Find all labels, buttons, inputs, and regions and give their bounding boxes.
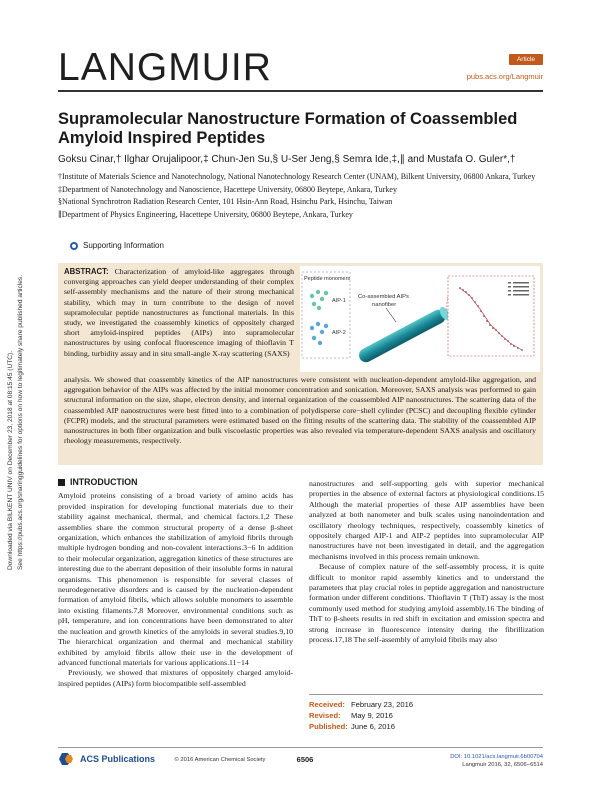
introduction-heading bbox=[58, 477, 293, 487]
doi-block bbox=[450, 753, 543, 769]
revised-label: Revised: bbox=[309, 711, 341, 720]
abstract-text-top bbox=[64, 267, 294, 359]
published-date: June 6, 2016 bbox=[351, 722, 395, 731]
abstract-text-bottom: analysis. We showed that coassembly kinetics of the AIP nanostructures were consistent with nucleation-dependent amyloid-like aggregation, and aggregation behavior of the AIPs was affected by the initial monomer concentration and sonication. Moreover, SAXS analysis was performed to gain structural information on the size, shape, electron density, and internal organization of the coassembled AIP nanostructures. The scattering data of the coassembled AIP nanostructures were best fitted into to a combination of polydisperse core−shell cylinder (PCSC) and decoupling flexible cylinder (FCPR) models, and the structural parameters were estimated based on the fitting results of the scattering data. The stability of the coassembled AIP nanostructures in both fiber organization and bulk viscoelastic properties was also revealed via temperature-dependent SAXS analysis and oscillatory rheology measurements, respectively. bbox=[64, 375, 536, 446]
abstract-label: ABSTRACT: bbox=[64, 267, 109, 276]
download-note: Downloaded via BILKENT UNIV on December 23, 2018 at 08:15:45 (UTC). bbox=[7, 350, 14, 570]
acs-publications-label: ACS Publications bbox=[80, 754, 156, 764]
publication-dates bbox=[309, 694, 543, 732]
received-label: Received: bbox=[309, 700, 345, 709]
intro-paragraph-4: Because of complex nature of the self-assembly process, it is quite difficult to monitor rapid assembly kinetics and to understand the parameters that play crucial roles in peptide aggregation and nanostructure formation under different conditions. Thioflavin T (ThT) assay is the most commonly used method for studying amyloid assembly.16 The binding of ThT to β-sheets results in red shift in excitation and emission spectra and strong increase in fluorescence intensity during the fibrillization process.17,18 The self-assembly of amyloid fibrils may also bbox=[309, 562, 544, 645]
affiliation-1: †Institute of Materials Science and Nanotechnology, National Nanotechnology Research Center (UNAM), Bilkent University, 06800 Ankara, Turkey bbox=[58, 172, 536, 181]
abstract-part-1: Characterization of amyloid-like aggregates through converging approaches can yield deeper understanding of their complex self-assembly mechanisms and the nature of their strong mechanical stability, which may in turn contribute to the design of novel supramolecular peptide nanostructures as functional materials. In this study, we investigated the coassembly kinetics of oppositely charged short amyloid-inspired peptides (AIPs) into supramolecular nanostructures by using confocal fluorescence imaging of thioflavin T binding, turbidity assay and in situ small-angle X-ray scattering (SAXS) bbox=[64, 267, 294, 358]
affiliation-3: §National Synchrotron Radiation Research Center, 101 Hsin-Ann Road, Hsinchu Park, Hsinchu, Taiwan bbox=[58, 197, 393, 206]
journal-logo: LANGMUIR bbox=[58, 46, 272, 89]
acs-publications-logo[interactable] bbox=[58, 752, 155, 766]
intro-paragraph-1: Amyloid proteins consisting of a broad variety of amino acids has provided inspiration for developing functional materials due to their stability against mechanical, thermal, and chemical factors.1,2 These assemblies share the common structural property of a dense β-sheet organization, which enhances the stabilization of amyloid fibrils through multiple hydrogen bonding and non-covalent interactions.3−6 In addition to their molecular organization, aggregation kinetics of these structures are interesting due to the aberrant deposition of their insoluble forms in natural organisms. This phenomenon is responsible for several classes of neurodegenerative disorders and is caused by the nucleation-dependent formation of amyloid fibrils, which allows soluble monomers to assemble into existing filaments.7,8 Moreover, environmental conditions such as pH, temperature, and ion concentrations have been demonstrated to alter the nucleation and growth kinetics of the amyloids in several studies.9,10 The hierarchical organization and thermal and mechanical stability exhibited by amyloid fibrils allow their use in the development of advanced functional materials for various applications.11−14 bbox=[58, 491, 293, 667]
received-row bbox=[309, 699, 543, 710]
column-right bbox=[309, 479, 544, 646]
journal-url-link[interactable]: pubs.acs.org/Langmuir bbox=[466, 72, 543, 81]
journal-header bbox=[58, 28, 543, 89]
received-date: February 23, 2016 bbox=[351, 700, 414, 709]
aip1-label: AIP-1 bbox=[332, 298, 346, 304]
aip1-cluster bbox=[310, 290, 328, 310]
nanofiber-label-2: nanofiber bbox=[372, 302, 397, 308]
column-left bbox=[58, 477, 293, 689]
aip2-label: AIP-2 bbox=[332, 330, 346, 336]
published-label: Published: bbox=[309, 722, 348, 731]
acs-hexagon-icon bbox=[58, 752, 76, 766]
revised-date: May 9, 2016 bbox=[351, 711, 393, 720]
monomer-box bbox=[302, 272, 350, 358]
nanofiber-cylinder bbox=[357, 305, 452, 364]
intro-paragraph-2: Previously, we showed that mixtures of oppositely charged amyloid-inspired peptides (AIPs) form biocompatible self-assembled bbox=[58, 668, 293, 688]
sharing-note: See https://pubs.acs.org/sharingguidelines for options on how to legitimately share published articles. bbox=[16, 274, 24, 570]
toc-figure bbox=[300, 266, 540, 372]
published-row bbox=[309, 721, 543, 732]
introduction-heading-text: INTRODUCTION bbox=[70, 477, 138, 487]
author-list: Goksu Cinar,† Ilghar Orujalipoor,‡ Chun-Jen Su,§ U-Ser Jeng,§ Semra Ide,‡,∥ and Mustafa O. Guler*,† bbox=[58, 154, 516, 165]
supporting-info-label: Supporting Information bbox=[83, 241, 164, 250]
aip2-cluster bbox=[310, 322, 328, 345]
citation-line: Langmuir 2016, 32, 6506−6514 bbox=[462, 762, 543, 768]
article-title: Supramolecular Nanostructure Formation of Coassembled Amyloid Inspired Peptides bbox=[58, 110, 518, 147]
supporting-info-icon bbox=[70, 242, 78, 250]
intro-paragraph-3: nanostructures and self-supporting gels with superior mechanical properties in the absence of external factors at physiological conditions.15 Although the material properties of these AIP assemblies have been analyzed at both nanometer and bulk scales using nanoindentation and oscillatory rheology techniques, respectively, coassembly kinetics of oppositely charged AIP-1 and AIP-2 peptides into supramolecular AIP nanostructures have not been investigated in detail, and the aggregation mechanisms involved in this process remain unknown. bbox=[309, 479, 544, 561]
affiliations bbox=[58, 172, 543, 222]
affiliation-4: ∥Department of Physics Engineering, Hacettepe University, 06800 Beytepe, Ankara, Turkey bbox=[58, 209, 353, 219]
abstract-panel bbox=[58, 263, 543, 465]
nanofiber-pointer bbox=[386, 308, 396, 322]
article-type-badge: Article bbox=[509, 54, 543, 65]
saxs-plot-frame bbox=[448, 276, 534, 356]
peptide-monomers-label: Peptide monomers bbox=[304, 276, 351, 282]
footer-divider bbox=[58, 747, 543, 748]
doi-link[interactable]: DOI: 10.1021/acs.langmuir.6b00704 bbox=[450, 754, 543, 760]
nanofiber-label-1: Co-assembled AIPs bbox=[358, 294, 409, 300]
header-divider bbox=[58, 90, 543, 92]
affiliation-2: ‡Department of Nanotechnology and Nanoscience, Hacettepe University, 06800 Beytepe, Ankara, Turkey bbox=[58, 184, 397, 194]
download-sidebar bbox=[2, 230, 32, 570]
toc-graphic bbox=[300, 266, 540, 372]
supporting-info-link[interactable] bbox=[70, 241, 164, 250]
revised-row bbox=[309, 710, 543, 721]
page-number: 6506 bbox=[296, 755, 314, 764]
section-bullet-icon bbox=[58, 479, 65, 486]
copyright-notice: © 2016 American Chemical Society bbox=[174, 757, 266, 763]
